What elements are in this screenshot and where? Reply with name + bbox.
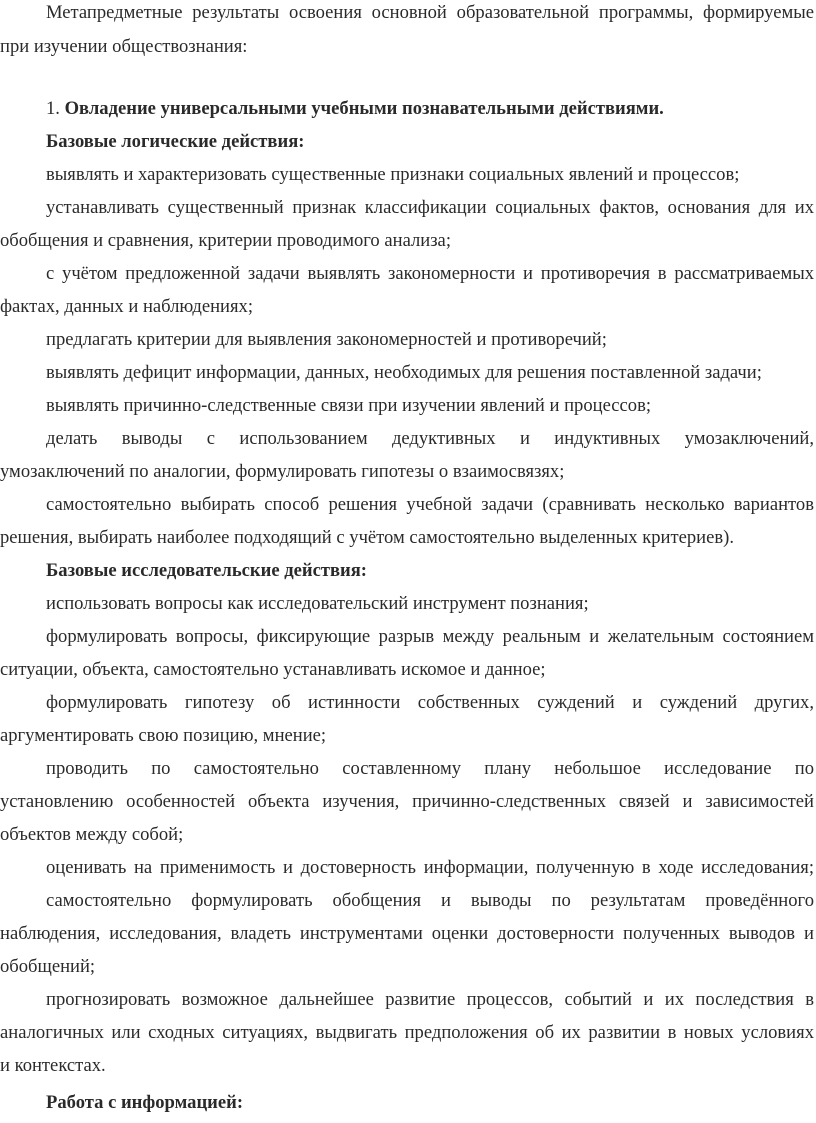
paragraph-line: ситуации, объекта, самостоятельно устанавливать искомое и данное;	[0, 659, 546, 680]
paragraph-line: решения, выбирать наиболее подходящий с учётом самостоятельно выделенных критериев).	[0, 527, 734, 548]
paragraph-line: и контекстах.	[0, 1055, 106, 1076]
intro-line-2: при изучении обществознания:	[0, 36, 248, 57]
paragraph-line: оценивать на применимость и достоверность информации, полученную в ходе исследования;	[46, 857, 814, 878]
paragraph-line: обобщений;	[0, 956, 96, 977]
section-number-separator: .	[55, 98, 65, 119]
paragraph-line: выявлять и характеризовать существенные признаки социальных явлений и процессов;	[46, 164, 740, 185]
paragraph-line: формулировать вопросы, фиксирующие разрыв между реальным и желательным состоянием	[46, 626, 814, 647]
intro-line-1: Метапредметные результаты освоения основной образовательной программы, формируемые	[46, 2, 814, 23]
paragraph-line: предлагать критерии для выявления закономерностей и противоречий;	[46, 329, 607, 350]
paragraph-line: использовать вопросы как исследовательский инструмент познания;	[46, 593, 589, 614]
paragraph-line: установлению особенностей объекта изучения, причинно-следственных связей и зависимостей	[0, 791, 814, 812]
paragraph-line: с учётом предложенной задачи выявлять закономерности и противоречия в рассматриваемых	[46, 263, 814, 284]
paragraph-line: выявлять причинно-следственные связи при изучении явлений и процессов;	[46, 395, 652, 416]
paragraph-line: формулировать гипотезу об истинности собственных суждений и суждений других,	[46, 692, 814, 713]
paragraph-line: прогнозировать возможное дальнейшее развитие процессов, событий и их последствия в	[46, 989, 814, 1010]
paragraph-line: обобщения и сравнения, критерии проводимого анализа;	[0, 230, 451, 251]
paragraph-line: самостоятельно формулировать обобщения и выводы по результатам проведённого	[46, 890, 814, 911]
paragraph-line: объектов между собой;	[0, 824, 184, 845]
paragraph-line: наблюдения, исследования, владеть инструментами оценки достоверности полученных выводов и	[0, 923, 814, 944]
paragraph-line: умозаключений по аналогии, формулировать гипотезы о взаимосвязях;	[0, 461, 565, 482]
section-number: 1	[46, 98, 56, 119]
paragraph-line: аналогичных или сходных ситуациях, выдвигать предположения об их развитии в новых условиях	[0, 1022, 814, 1043]
section-heading-1	[46, 98, 814, 120]
paragraph-line: проводить по самостоятельно составленному плану небольшое исследование по	[46, 758, 814, 779]
paragraph-line: делать выводы с использованием дедуктивных и индуктивных умозаключений,	[46, 428, 814, 449]
section-heading-text: Овладение универсальными учебными познавательными действиями.	[64, 98, 664, 119]
paragraph-line: фактах, данных и наблюдениях;	[0, 296, 253, 317]
subheading-logical-actions: Базовые логические действия:	[46, 131, 305, 152]
paragraph-line: устанавливать существенный признак классификации социальных фактов, основания для их	[46, 197, 814, 218]
paragraph-line: выявлять дефицит информации, данных, необходимых для решения поставленной задачи;	[46, 362, 762, 383]
paragraph-line: самостоятельно выбирать способ решения учебной задачи (сравнивать несколько вариантов	[46, 494, 814, 515]
subheading-research-actions: Базовые исследовательские действия:	[46, 560, 367, 581]
paragraph-line: аргументировать свою позицию, мнение;	[0, 725, 327, 746]
subheading-information-work: Работа с информацией:	[46, 1092, 244, 1113]
